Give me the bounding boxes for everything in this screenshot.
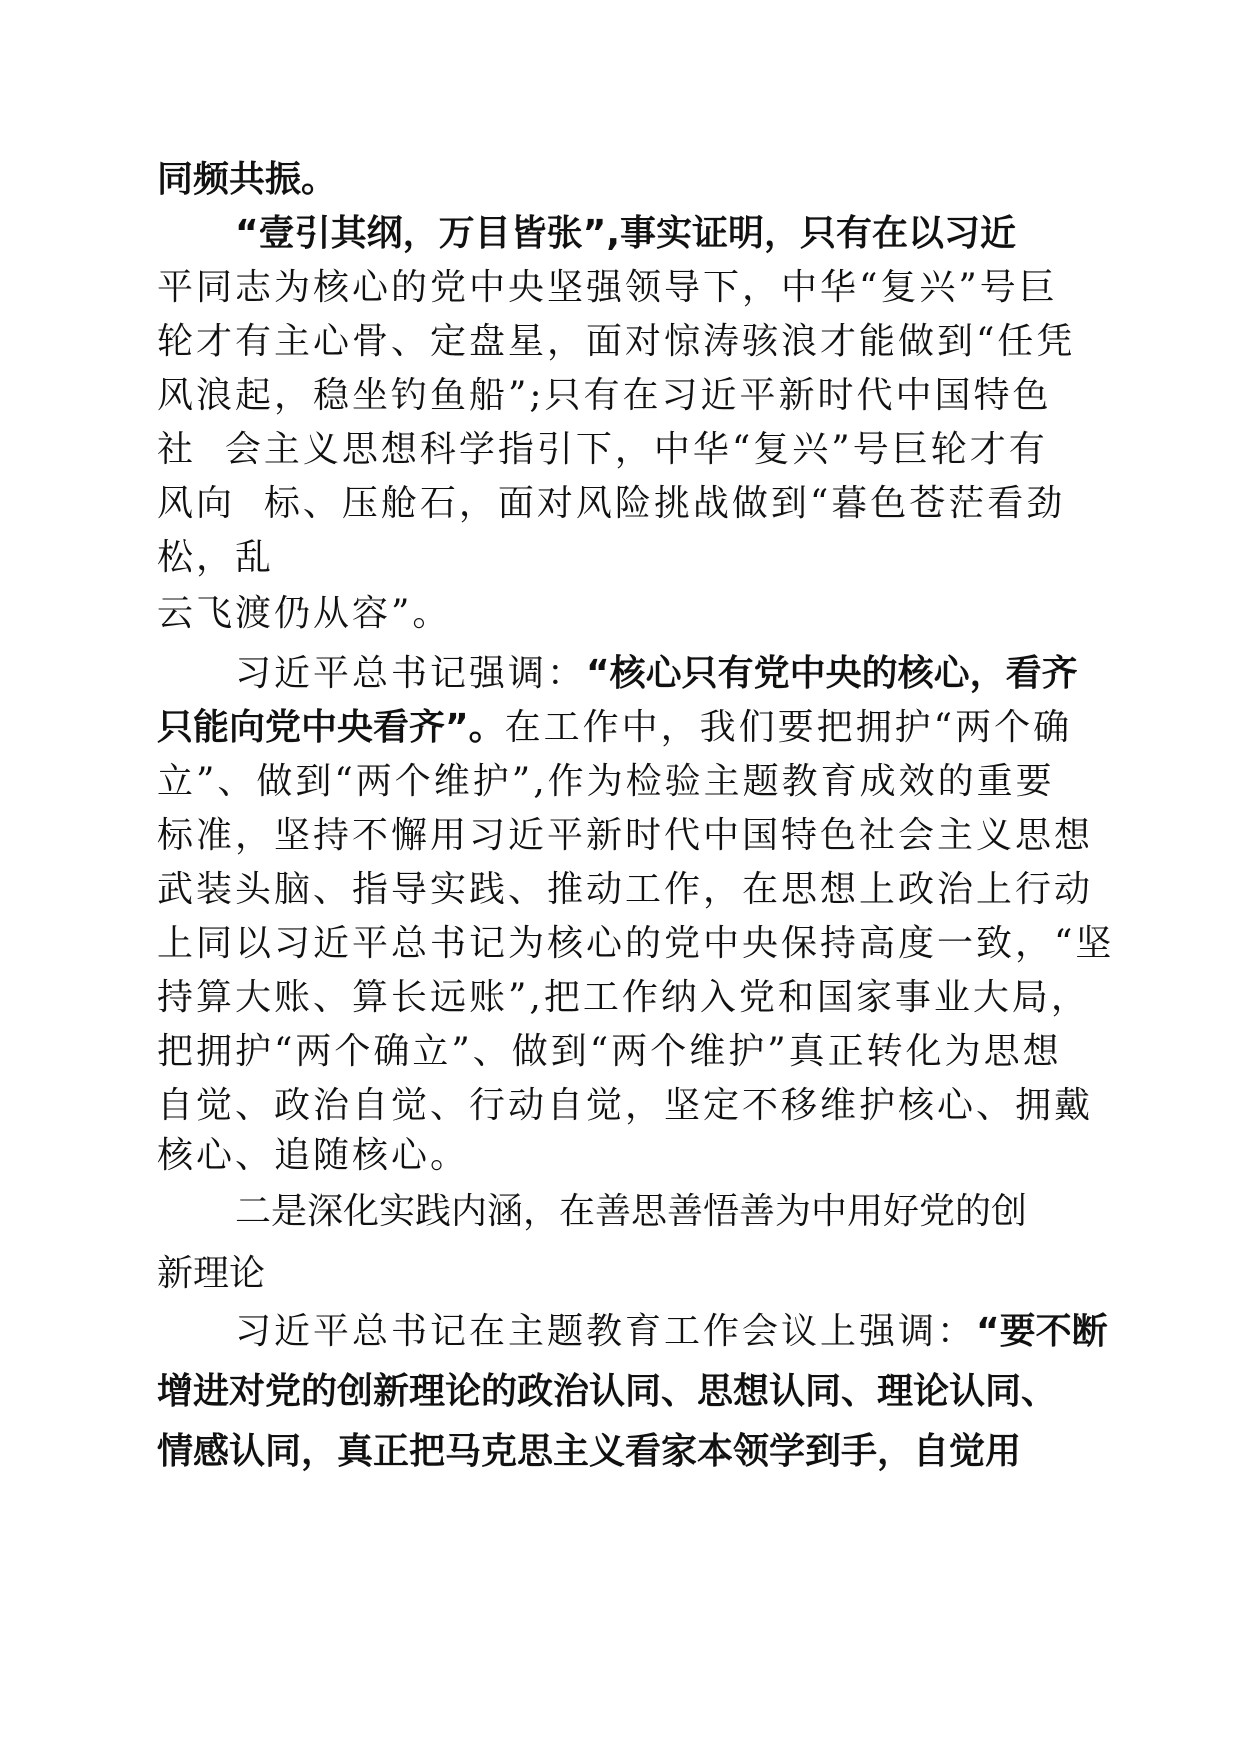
text-line-2 xyxy=(235,208,1016,260)
text-line-6: 社 会主义思想科学指引下，中华“复兴”号巨轮才有 xyxy=(157,429,1048,470)
text-line-11-rest: 在工作中，我们要把拥护“两个确 xyxy=(504,707,1073,748)
bold-quote-start: “要不断 xyxy=(976,1311,1108,1352)
quote-phrase: “壹引其纲，万目皆张” xyxy=(235,213,607,254)
text-line-20 xyxy=(235,1306,1108,1358)
text-line-22: 情感认同，真正把马克思主义看家本领学到手，自觉用 xyxy=(157,1431,1022,1472)
text-line-4: 轮才有主心骨、定盘星，面对惊涛骇浪才能做到“任凭 xyxy=(157,321,1076,362)
text-line-1: 同频共振。 xyxy=(157,159,338,200)
bold-quote: “核心只有党中央的核心，看齐 xyxy=(586,653,1078,694)
text-line-17: 把拥护“两个确立”、做到“两个维护”真正转化为思想 xyxy=(157,1031,1062,1072)
text-line-5: 风浪起，稳坐钓鱼船”;只有在习近平新时代中国特色 xyxy=(157,375,1052,416)
text-line-18: 自觉、政治自觉、行动自觉，坚定不移维护核心、拥戴 xyxy=(157,1085,1094,1126)
text-line-9: 云飞渡仍从容”。 xyxy=(157,593,452,634)
text-line-13: 标准，坚持不懈用习近平新时代中国特色社会主义思想 xyxy=(157,815,1094,856)
text-line-14: 武装头脑、指导实践、推动工作，在思想上政治上行动 xyxy=(157,869,1094,910)
text-line-7: 风向 标、压舱石，面对风险挑战做到“暮色苍茫看劲 xyxy=(157,483,1066,524)
text-line-19: 核心、追随核心。 xyxy=(157,1135,470,1176)
text-line-21: 增进对党的创新理论的政治认同、思想认同、理论认同、 xyxy=(157,1371,1058,1412)
text-line-15: 上同以习近平总书记为核心的党中央保持高度一致，“坚 xyxy=(157,923,1115,964)
section-heading-cont: 新理论 xyxy=(157,1253,266,1294)
text-line-16: 持算大账、算长远账”,把工作纳入党和国家事业大局， xyxy=(157,977,1090,1018)
text-line-8: 松，乱 xyxy=(157,537,275,578)
text-line-2-rest: ,事实证明，只有在以习近 xyxy=(606,213,1017,254)
conference-intro: 习近平总书记在主题教育工作会议上强调： xyxy=(235,1311,977,1352)
text-line-3: 平同志为核心的党中央坚强领导下，中华“复兴”号巨 xyxy=(157,267,1058,308)
text-line-12: 立”、做到“两个维护”,作为检验主题教育成效的重要 xyxy=(157,761,1055,802)
text-line-10 xyxy=(235,648,1078,700)
speaker-intro: 习近平总书记强调： xyxy=(235,653,587,694)
section-heading: 二是深化实践内涵，在善思善悟善为中用好党的创 xyxy=(235,1191,1028,1232)
bold-quote-end: 只能向党中央看齐”。 xyxy=(157,707,505,748)
text-line-11 xyxy=(157,702,1072,754)
